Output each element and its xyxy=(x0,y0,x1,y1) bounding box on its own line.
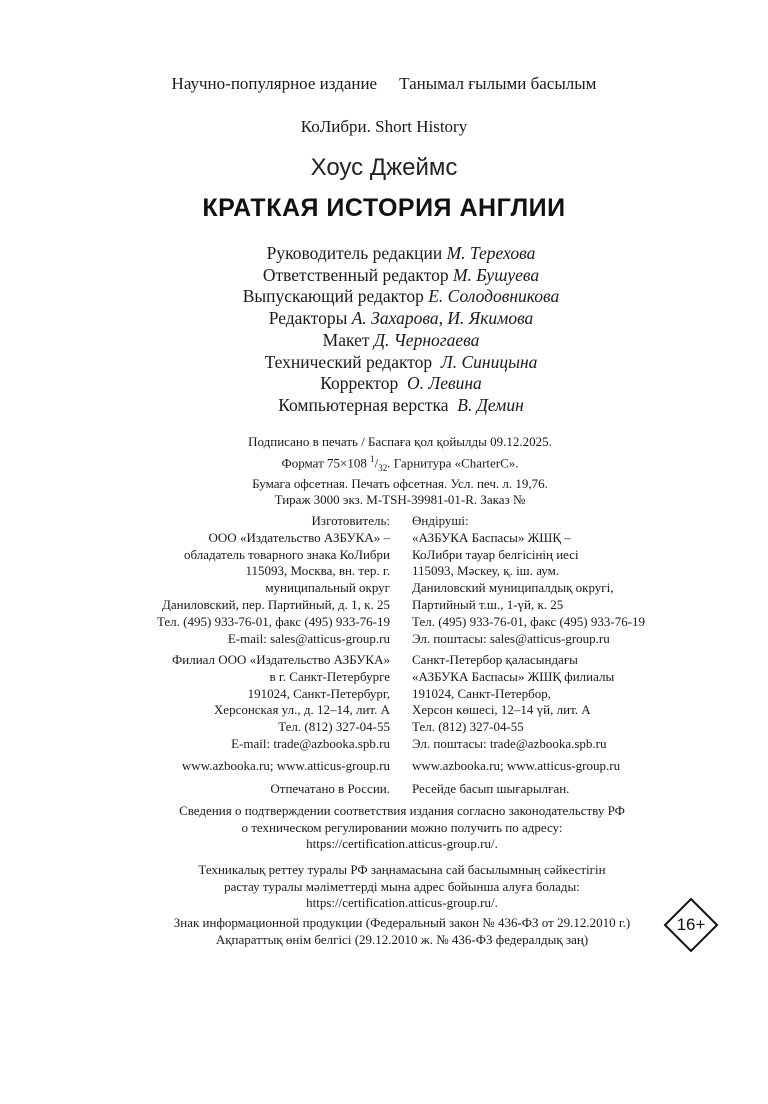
conformity-kz: Техникалық реттеу туралы РФ заңнамасына сай басылымның сәйкестігін растау туралы мәліметтерді мына адрес бойынша алуға болады: https://certification.atticus-group.ru/. xyxy=(0,862,768,912)
branch-email-kz[interactable]: Эл. поштасы: trade@azbooka.spb.ru xyxy=(412,735,607,751)
credit-line: Ответственный редактор М. Бушуева xyxy=(262,264,540,285)
websites-ru[interactable]: www.azbooka.ru; www.atticus-group.ru xyxy=(181,758,390,773)
certification-link-ru[interactable]: https://certification.atticus-group.ru/. xyxy=(306,836,498,852)
format-line: Формат 75×108 $^1/_{32}$. Гарнитура «CharterC». xyxy=(281,453,519,473)
paper-line: Бумага офсетная. Печать офсетная. Усл. печ. л. 19,76. xyxy=(252,475,548,491)
editorial-credits xyxy=(0,243,768,417)
manufacturer-email-kz[interactable]: Эл. поштасы: sales@atticus-group.ru xyxy=(412,630,610,646)
credit-line: Компьютерная верстка В. Демин xyxy=(278,394,524,415)
series-name: КоЛибри. Short History xyxy=(300,117,468,136)
book-title: КРАТКАЯ ИСТОРИЯ АНГЛИИ xyxy=(202,194,566,222)
manufacturer-ru: Изготовитель: ООО «Издательство АЗБУКА» – обладатель товарного знака КоЛибри 115093, Москва, вн. тер. г. муниципальный округ Даниловский, пер. Партийный, д. 1, к. 25 Тел. (495) 933-76-01, факс (495) 933-76-19 E-mail: sales@atticus-group.ru xyxy=(156,513,390,646)
signed-line: Подписано в печать / Баспаға қол қойылды 09.12.2025. xyxy=(248,434,552,449)
branch-kz: Санкт-Петербор қаласындағы «АЗБУКА Баспасы» ЖШҚ филиалы 191024, Санкт-Петербор, Херсон көшесі, 12–14 үй, лит. А Тел. (812) 327-04-55 Эл. поштасы: trade@azbooka.spb.ru xyxy=(412,652,615,751)
credit-line: Редакторы А. Захарова, И. Якимова xyxy=(268,308,534,329)
printed-in-kz: Ресейде басып шығарылған. xyxy=(412,781,570,796)
edition-type xyxy=(0,74,768,94)
branch-ru: Филиал ООО «Издательство АЗБУКА» в г. Санкт-Петербурге 191024, Санкт-Петербург, Херсонская ул., д. 12–14, лит. А Тел. (812) 327-04-55 E-mail: trade@azbooka.spb.ru xyxy=(171,652,390,751)
printed-in-ru: Отпечатано в России. xyxy=(270,781,390,796)
certification-link-kz[interactable]: https://certification.atticus-group.ru/. xyxy=(306,895,498,911)
credit-line: Корректор О. Левина xyxy=(320,373,482,394)
manufacturer-kz: Өндіруші: «АЗБУКА Баспасы» ЖШҚ – КоЛибри тауар белгісінің иесі 115093, Мәскеу, қ. іш. аум. Даниловский муниципалдық округі, Партийный т.ш., 1-үй, к. 25 Тел. (495) 933-76-01, факс (495) 933-76-19 Эл. поштасы: sales@atticus-group.ru xyxy=(412,513,646,646)
websites-kz[interactable]: www.azbooka.ru; www.atticus-group.ru xyxy=(412,758,621,773)
age-rating: 16+ xyxy=(676,915,706,934)
branch-email-ru[interactable]: E-mail: trade@azbooka.spb.ru xyxy=(231,735,390,751)
credit-line: Руководитель редакции М. Терехова xyxy=(266,243,536,263)
conformity-ru: Сведения о подтверждении соответствия издания согласно законодательству РФ о техническом регулировании можно получить по адресу: https://certification.atticus-group.ru/. xyxy=(0,803,768,853)
info-product-mark: Знак информационной продукции (Федеральный закон № 436-ФЗ от 29.12.2010 г.) Ақпараттық өнім белгісі (29.12.2010 ж. № 436-ФЗ федералдық заң) xyxy=(173,915,631,947)
credit-line: Выпускающий редактор Е. Солодовникова xyxy=(242,286,560,307)
edition-type-ru: Научно-популярное издание xyxy=(171,74,378,93)
edition-type-kz: Танымал ғылыми басылым xyxy=(399,74,597,93)
manufacturer-email-ru[interactable]: E-mail: sales@atticus-group.ru xyxy=(227,630,390,646)
credit-line: Макет Д. Черногаева xyxy=(322,329,480,350)
author-name: Хоус Джеймс xyxy=(310,154,458,181)
run-line: Тираж 3000 экз. M-TSH-39981-01-R. Заказ № xyxy=(274,492,526,508)
print-details xyxy=(0,434,768,509)
credit-line: Технический редактор Л. Синицына xyxy=(264,351,538,372)
